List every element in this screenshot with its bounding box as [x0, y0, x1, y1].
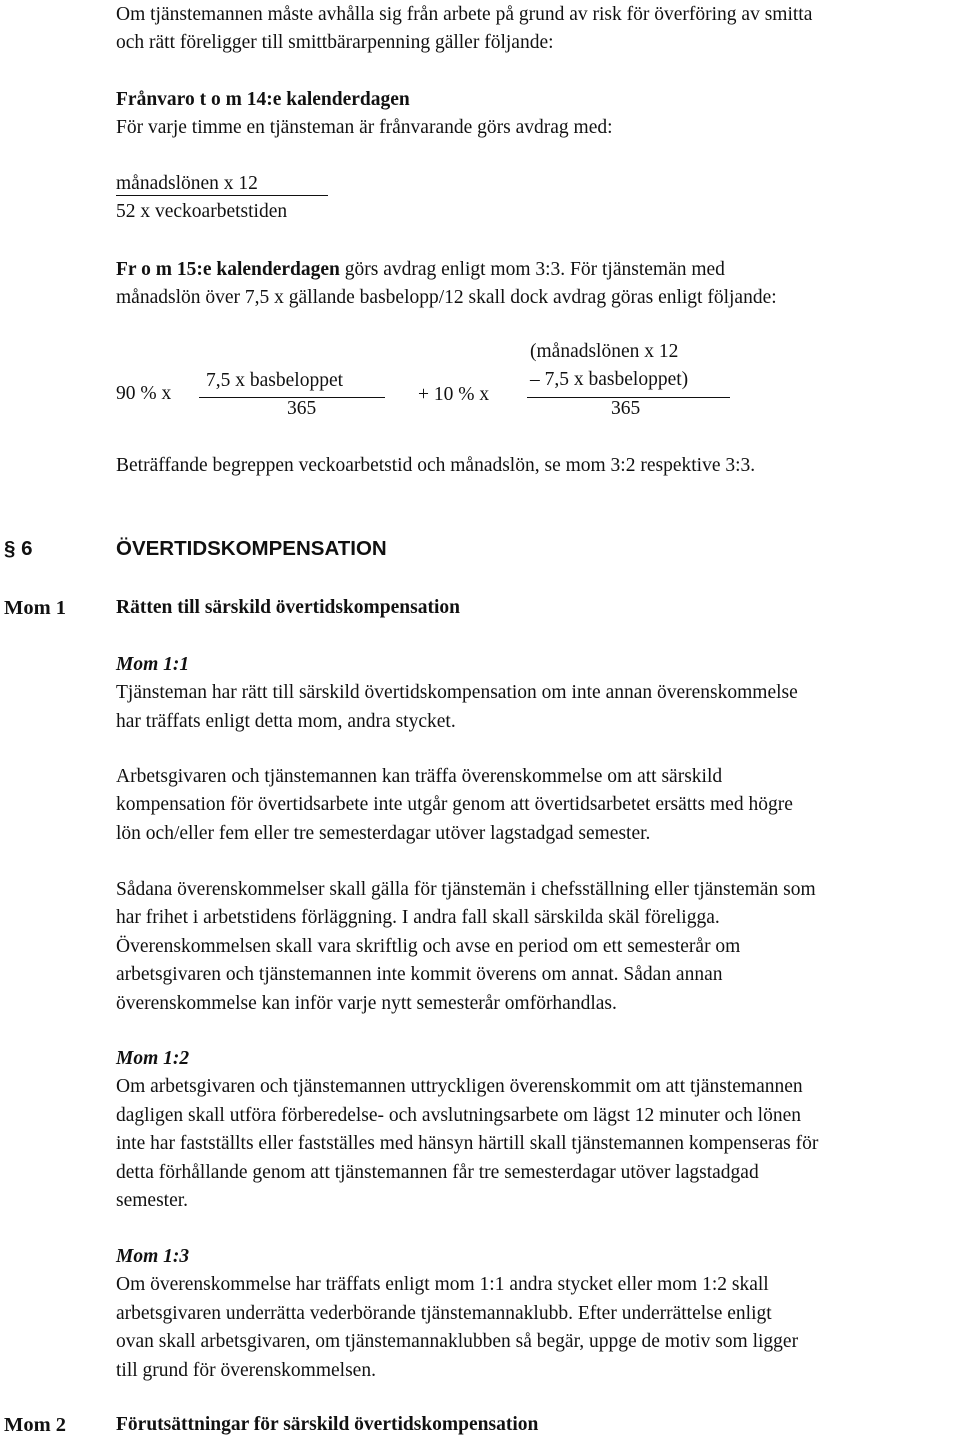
text-line: inte har fastställts eller fastställes med hänsyn härtill skall tjänstemannen kompenseras för	[116, 1133, 819, 1155]
text-line: Överenskommelsen skall vara skriftlig och avse en period om ett semesterår om	[116, 935, 741, 957]
section-symbol: §	[4, 537, 16, 560]
section-title: ÖVERTIDSKOMPENSATION	[116, 537, 387, 560]
from15-line	[116, 256, 948, 284]
mom1-3-heading: Mom 1:3	[116, 1246, 190, 1267]
text-line: arbetsgivaren och tjänstemannen inte kommit överens om annat. Sådan annan	[116, 964, 723, 986]
text-line: Om arbetsgivaren och tjänstemannen uttryckligen överenskommit om att tjänstemannen	[116, 1076, 803, 1098]
franvaro-heading: Frånvaro t o m 14:e kalenderdagen	[116, 89, 410, 110]
franvaro-block	[116, 86, 948, 143]
franvaro-text: För varje timme en tjänsteman är frånvarande görs avdrag med:	[116, 117, 613, 139]
mom1-label: Mom 1	[4, 597, 67, 619]
formula-factor2: + 10 % x	[418, 384, 490, 405]
mom1-1-paragraph2	[116, 763, 948, 848]
text-line: Om överenskommelse har träffats enligt mom 1:1 andra stycket eller mom 1:2 skall	[116, 1274, 769, 1296]
formula-num2b: – 7,5 x basbeloppet)	[530, 369, 689, 390]
formula-den1: 365	[287, 398, 317, 419]
formula-num2a: (månadslönen x 12	[530, 341, 679, 362]
mom1-title: Rätten till särskild övertidskompensation	[116, 597, 460, 618]
formula-num1: 7,5 x basbeloppet	[206, 370, 344, 391]
mom1-1-block	[116, 651, 948, 736]
mom1-1-heading: Mom 1:1	[116, 654, 190, 675]
fraction-line	[116, 195, 328, 196]
from15-rest: görs avdrag enligt mom 3:3. För tjänstemän med	[339, 259, 725, 280]
text-line: kompensation för övertidsarbete inte utgår genom att övertidsarbetet ersätts med högre	[116, 794, 793, 816]
from15-block	[116, 256, 948, 313]
text-line: har frihet i arbetstidens förläggning. I andra fall skall särskilda skäl föreligga.	[116, 907, 720, 929]
from15-bold: Fr o m 15:e kalenderdagen	[116, 259, 340, 280]
text-line: arbetsgivaren underrätta vederbörande tjänstemannaklubb. Efter underrättelse enligt	[116, 1302, 772, 1324]
text-line: Tjänsteman har rätt till särskild övertidskompensation om inte annan överenskommelse	[116, 682, 798, 704]
mom1-1-paragraph3	[116, 876, 948, 1018]
fraction-denominator: 52 x veckoarbetstiden	[116, 201, 288, 222]
betraffande-paragraph: Beträffande begreppen veckoarbetstid och månadslön, se mom 3:2 respektive 3:3.	[116, 455, 756, 476]
text-line: semester.	[116, 1190, 189, 1212]
section-number: 6	[21, 537, 33, 560]
text-line: dagligen skall utföra förberedelse- och avslutningsarbete om lägst 12 minuter och lönen	[116, 1104, 802, 1126]
mom2-label: Mom 2	[4, 1414, 67, 1436]
intro-line: Om tjänstemannen måste avhålla sig från arbete på grund av risk för överföring av smitta	[116, 4, 813, 25]
text-line: har träffats enligt detta mom, andra stycket.	[116, 710, 456, 732]
section-heading	[4, 535, 33, 563]
text-line: överenskommelse kan inför varje nytt semesterår omförhandlas.	[116, 992, 617, 1014]
mom1-2-heading: Mom 1:2	[116, 1048, 190, 1069]
formula-factor1: 90 % x	[116, 383, 172, 404]
fraction-numerator: månadslönen x 12	[116, 173, 258, 194]
mom2-title: Förutsättningar för särskild övertidskompensation	[116, 1414, 539, 1435]
text-line: Sådana överenskommelser skall gälla för tjänstemän i chefsställning eller tjänstemän som	[116, 879, 816, 900]
intro-line: och rätt föreligger till smittbärarpenning gäller följande:	[116, 32, 554, 54]
text-line: Arbetsgivaren och tjänstemannen kan träffa överenskommelse om att särskild	[116, 766, 723, 787]
from15-line2: månadslön över 7,5 x gällande basbelopp/12 skall dock avdrag göras enligt följande:	[116, 287, 777, 309]
text-line: lön och/eller fem eller tre semesterdagar utöver lagstadgad semester.	[116, 822, 651, 844]
formula-den2: 365	[611, 398, 641, 419]
mom1-3-block	[116, 1243, 948, 1385]
text-line: detta förhållande genom att tjänstemannen får tre semesterdagar utöver lagstadgad	[116, 1161, 759, 1183]
text-line: ovan skall arbetsgivaren, om tjänstemannaklubben så begär, uppge de motiv som ligger	[116, 1331, 799, 1353]
mom1-2-block	[116, 1045, 948, 1215]
intro-paragraph	[116, 1, 948, 58]
text-line: till grund för överenskommelsen.	[116, 1359, 376, 1381]
